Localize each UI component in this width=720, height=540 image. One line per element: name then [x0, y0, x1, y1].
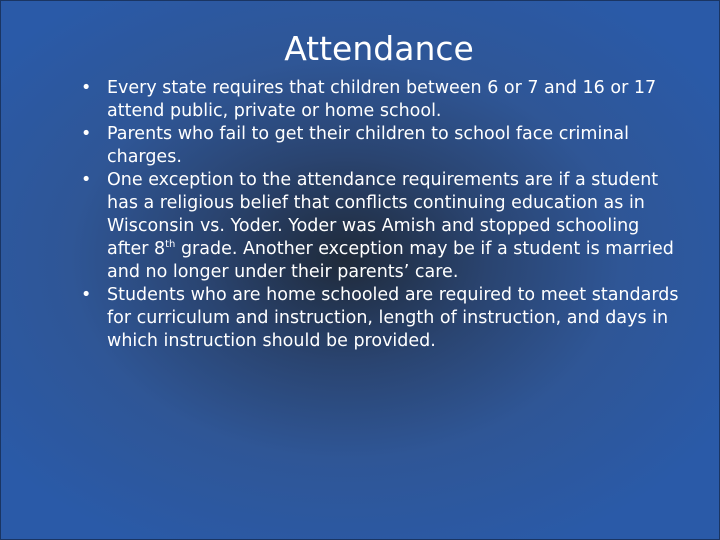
bullet-text-part: One exception to the attendance requirements are if a student has a religious belief that conflicts continuing education as in Wisconsin vs. Yoder. Yoder was Amish and stopped schooling after 8 — [107, 170, 659, 259]
bullet-icon: • — [81, 285, 92, 305]
slide-title: Attendance — [284, 29, 474, 68]
bullet-icon: • — [81, 170, 92, 190]
bullet-item — [81, 77, 681, 123]
bullet-icon: • — [81, 78, 92, 98]
bullet-item — [81, 123, 681, 169]
bullet-item — [81, 169, 681, 284]
bullet-list — [81, 77, 681, 353]
superscript-th: th — [165, 239, 176, 251]
bullet-icon: • — [81, 124, 92, 144]
bullet-text: Students who are home schooled are required to meet standards for curriculum and instruction, length of instruction, and days in which instruction should be provided. — [107, 285, 679, 351]
bullet-text: Parents who fail to get their children to school face criminal charges. — [107, 124, 629, 167]
bullet-text-part: grade. Another exception may be if a student is married and no longer under their parents’ care. — [107, 239, 674, 282]
bullet-item — [81, 284, 681, 353]
bullet-text: Every state requires that children between 6 or 7 and 16 or 17 attend public, private or home school. — [107, 78, 657, 121]
